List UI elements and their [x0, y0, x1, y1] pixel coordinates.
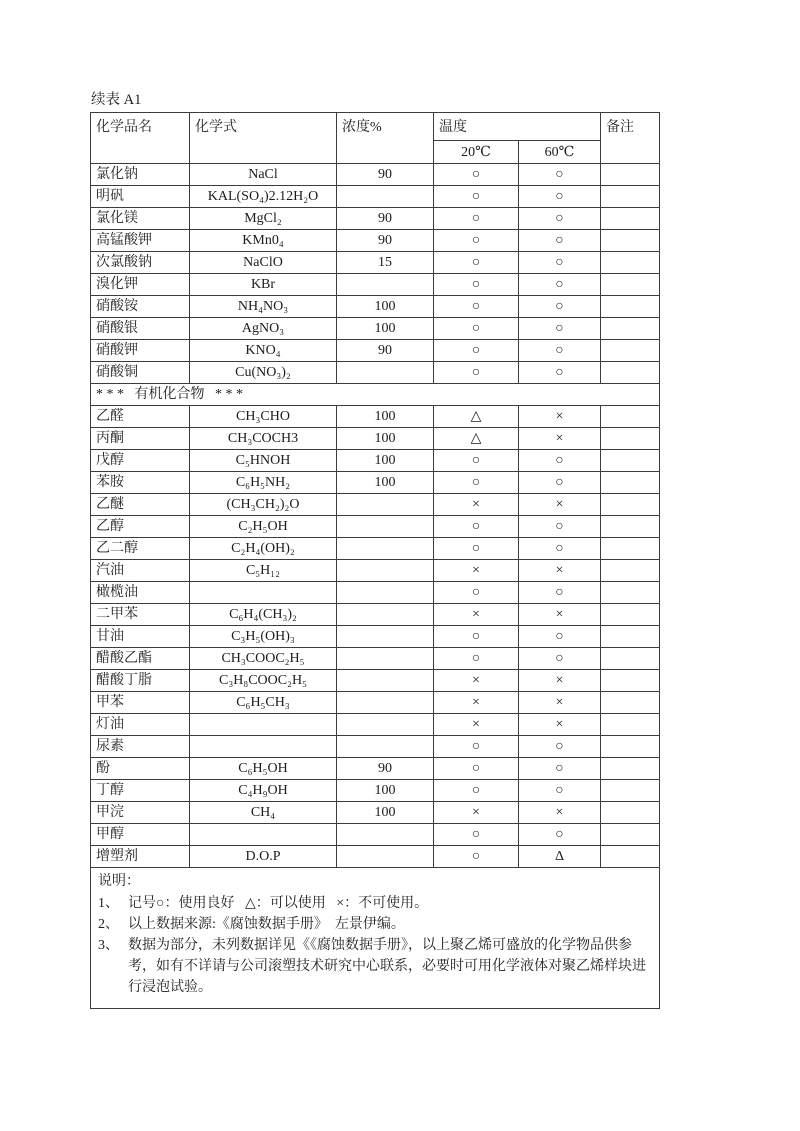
chemical-name-cell: 氯化钠: [91, 164, 190, 186]
table-row: [91, 296, 660, 318]
formula-cell: C₃H₈COOC₂H₅: [190, 670, 337, 692]
formula-cell: NaCl: [190, 164, 337, 186]
temp20-cell: ○: [434, 186, 519, 208]
concentration-cell: 90: [337, 340, 434, 362]
formula-cell: [190, 824, 337, 846]
concentration-cell: [337, 362, 434, 384]
remark-cell: [601, 758, 660, 780]
concentration-cell: 100: [337, 802, 434, 824]
temp20-cell: ×: [434, 560, 519, 582]
chemical-name-cell: 增塑剂: [91, 846, 190, 868]
formula-cell: NaClO: [190, 252, 337, 274]
concentration-cell: [337, 648, 434, 670]
chemical-name-cell: 硝酸钾: [91, 340, 190, 362]
temp20-cell: ○: [434, 340, 519, 362]
remark-cell: [601, 736, 660, 758]
chemical-name-cell: 乙醚: [91, 494, 190, 516]
remark-cell: [601, 428, 660, 450]
formula-cell: CH₃COCH3: [190, 428, 337, 450]
temp60-cell: ×: [519, 494, 601, 516]
temp20-cell: ×: [434, 604, 519, 626]
formula-cell: KBr: [190, 274, 337, 296]
chemical-name-cell: 乙醇: [91, 516, 190, 538]
doc-title: 续表 A1: [91, 92, 142, 108]
table-row: [91, 406, 660, 428]
chemical-name-cell: 丁醇: [91, 780, 190, 802]
temp20-cell: ×: [434, 802, 519, 824]
temp20-cell: ○: [434, 758, 519, 780]
formula-cell: KNO₄: [190, 340, 337, 362]
formula-cell: KMn0₄: [190, 230, 337, 252]
remark-cell: [601, 802, 660, 824]
note-text: 以上数据来源:《腐蚀数据手册》 左景伊编。: [128, 917, 405, 932]
chemical-name-cell: 甲醇: [91, 824, 190, 846]
formula-cell: D.O.P: [190, 846, 337, 868]
concentration-cell: [337, 560, 434, 582]
temp60-cell: ○: [519, 758, 601, 780]
formula-cell: C₂H₅OH: [190, 516, 337, 538]
remark-cell: [601, 626, 660, 648]
table-row: [91, 802, 660, 824]
header-row-1: [91, 113, 660, 141]
remark-cell: [601, 274, 660, 296]
remark-cell: [601, 604, 660, 626]
formula-cell: [190, 582, 337, 604]
remark-cell: [601, 714, 660, 736]
temp20-cell: ×: [434, 494, 519, 516]
formula-cell: C₆H₅CH₃: [190, 692, 337, 714]
remark-cell: [601, 208, 660, 230]
temp20-cell: ○: [434, 736, 519, 758]
table-row: [91, 494, 660, 516]
concentration-cell: [337, 516, 434, 538]
formula-cell: (CH₃CH₂)₂O: [190, 494, 337, 516]
temp60-cell: ×: [519, 560, 601, 582]
concentration-cell: [337, 692, 434, 714]
concentration-cell: 100: [337, 450, 434, 472]
concentration-cell: [337, 582, 434, 604]
temp60-cell: ×: [519, 692, 601, 714]
remark-cell: [601, 560, 660, 582]
concentration-cell: 15: [337, 252, 434, 274]
table-row: [91, 670, 660, 692]
temp20-cell: ○: [434, 824, 519, 846]
temp20-cell: ○: [434, 230, 519, 252]
concentration-cell: 90: [337, 164, 434, 186]
temp20-cell: ×: [434, 670, 519, 692]
formula-cell: C₆H₅NH₂: [190, 472, 337, 494]
temp60-cell: ×: [519, 714, 601, 736]
temp20-cell: ○: [434, 846, 519, 868]
table-row: [91, 340, 660, 362]
temp20-cell: ○: [434, 208, 519, 230]
concentration-cell: [337, 186, 434, 208]
col-header-concentration: 浓度%: [337, 113, 434, 164]
remark-cell: [601, 230, 660, 252]
chemical-name-cell: 溴化钾: [91, 274, 190, 296]
temp60-cell: ○: [519, 538, 601, 560]
chemical-name-cell: 酚: [91, 758, 190, 780]
remark-cell: [601, 494, 660, 516]
temp60-cell: ○: [519, 472, 601, 494]
chemical-name-cell: 硝酸银: [91, 318, 190, 340]
temp20-cell: ○: [434, 472, 519, 494]
remark-cell: [601, 538, 660, 560]
remark-cell: [601, 582, 660, 604]
temp20-cell: ○: [434, 516, 519, 538]
table-notes: [91, 868, 660, 1009]
formula-cell: C₆H₅OH: [190, 758, 337, 780]
temp60-cell: ○: [519, 780, 601, 802]
remark-cell: [601, 648, 660, 670]
col-header-temp-20: 20℃: [434, 141, 519, 164]
table-row: [91, 626, 660, 648]
concentration-cell: [337, 274, 434, 296]
chemical-name-cell: 明矾: [91, 186, 190, 208]
note-number: 2、: [98, 917, 119, 932]
chemical-name-cell: 丙酮: [91, 428, 190, 450]
chemical-name-cell: 硝酸铵: [91, 296, 190, 318]
chemical-name-cell: 硝酸铜: [91, 362, 190, 384]
formula-cell: CH₃COOC₂H₅: [190, 648, 337, 670]
temp60-cell: ○: [519, 362, 601, 384]
temp20-cell: ○: [434, 626, 519, 648]
temp60-cell: ○: [519, 648, 601, 670]
table-row: [91, 472, 660, 494]
remark-cell: [601, 164, 660, 186]
section-row: [91, 384, 660, 406]
formula-cell: C₄H₉OH: [190, 780, 337, 802]
remark-cell: [601, 846, 660, 868]
temp60-cell: ○: [519, 164, 601, 186]
chemical-name-cell: 氯化镁: [91, 208, 190, 230]
temp60-cell: ×: [519, 604, 601, 626]
table-row: [91, 164, 660, 186]
concentration-cell: [337, 494, 434, 516]
concentration-cell: [337, 736, 434, 758]
table-row: [91, 318, 660, 340]
note-item: [98, 893, 651, 914]
chemical-name-cell: 灯油: [91, 714, 190, 736]
formula-cell: CH₃CHO: [190, 406, 337, 428]
temp20-cell: ○: [434, 252, 519, 274]
temp20-cell: △: [434, 428, 519, 450]
concentration-cell: 100: [337, 428, 434, 450]
table-row: [91, 516, 660, 538]
temp60-cell: ○: [519, 450, 601, 472]
chemical-compatibility-table: [90, 112, 660, 1009]
remark-cell: [601, 362, 660, 384]
temp60-cell: ○: [519, 274, 601, 296]
table-row: [91, 450, 660, 472]
chemical-name-cell: 尿素: [91, 736, 190, 758]
table-row: [91, 604, 660, 626]
note-item: [98, 935, 651, 998]
formula-cell: Cu(NO₃)₂: [190, 362, 337, 384]
note-text: 数据为部分，未列数据详见《《腐蚀数据手册》，以上聚乙烯可盛放的化学物品供参考，如有不详请与公司滚塑技术研究中心联系，必要时可用化学液体对聚乙烯样块进行浸泡试验。: [128, 938, 646, 995]
formula-cell: C₃H₅(OH)₃: [190, 626, 337, 648]
table-row: [91, 582, 660, 604]
formula-cell: CH₄: [190, 802, 337, 824]
chemical-name-cell: 高锰酸钾: [91, 230, 190, 252]
chemical-name-cell: 甘油: [91, 626, 190, 648]
remark-cell: [601, 472, 660, 494]
table-row: [91, 208, 660, 230]
table-row: [91, 758, 660, 780]
formula-cell: NH₄NO₃: [190, 296, 337, 318]
remark-cell: [601, 824, 660, 846]
formula-cell: [190, 714, 337, 736]
formula-cell: C₅HNOH: [190, 450, 337, 472]
remark-cell: [601, 670, 660, 692]
col-header-remark: 备注: [601, 113, 660, 164]
organic-section-label: * * * 有机化合物 * * *: [91, 384, 660, 406]
temp20-cell: ○: [434, 164, 519, 186]
concentration-cell: 100: [337, 780, 434, 802]
concentration-cell: 90: [337, 208, 434, 230]
temp60-cell: ×: [519, 670, 601, 692]
temp60-cell: ×: [519, 428, 601, 450]
chemical-name-cell: 乙二醇: [91, 538, 190, 560]
temp20-cell: ○: [434, 274, 519, 296]
temp60-cell: ○: [519, 186, 601, 208]
temp60-cell: ○: [519, 230, 601, 252]
concentration-cell: [337, 670, 434, 692]
remark-cell: [601, 516, 660, 538]
chemical-name-cell: 甲苯: [91, 692, 190, 714]
chemical-name-cell: 汽油: [91, 560, 190, 582]
remark-cell: [601, 296, 660, 318]
table-row: [91, 428, 660, 450]
chemical-name-cell: 乙醛: [91, 406, 190, 428]
notes-row: [91, 868, 660, 1009]
note-text: 记号○：使用良好 △：可以使用 ×：不可使用。: [128, 896, 429, 911]
formula-cell: C₅H₁₂: [190, 560, 337, 582]
table-row: [91, 538, 660, 560]
remark-cell: [601, 450, 660, 472]
table-row: [91, 186, 660, 208]
formula-cell: C₆H₄(CH₃)₂: [190, 604, 337, 626]
temp20-cell: ○: [434, 648, 519, 670]
table-row: [91, 362, 660, 384]
remark-cell: [601, 340, 660, 362]
notes-title: 说明：: [98, 874, 140, 889]
concentration-cell: [337, 626, 434, 648]
chemical-name-cell: 甲浣: [91, 802, 190, 824]
temp20-cell: ×: [434, 692, 519, 714]
temp20-cell: ○: [434, 296, 519, 318]
chemical-name-cell: 苯胺: [91, 472, 190, 494]
concentration-cell: 90: [337, 230, 434, 252]
table-row: [91, 560, 660, 582]
table-row: [91, 274, 660, 296]
temp60-cell: ○: [519, 582, 601, 604]
concentration-cell: 100: [337, 406, 434, 428]
note-number: 1、: [98, 896, 119, 911]
concentration-cell: 100: [337, 318, 434, 340]
temp20-cell: ○: [434, 450, 519, 472]
formula-cell: AgNO₃: [190, 318, 337, 340]
table-body: [91, 164, 660, 868]
remark-cell: [601, 186, 660, 208]
temp60-cell: ○: [519, 824, 601, 846]
col-header-temp-60: 60℃: [519, 141, 601, 164]
concentration-cell: [337, 604, 434, 626]
temp20-cell: ○: [434, 538, 519, 560]
chemical-name-cell: 二甲苯: [91, 604, 190, 626]
note-number: 3、: [98, 938, 119, 953]
concentration-cell: [337, 824, 434, 846]
table-row: [91, 252, 660, 274]
formula-cell: KAL(SO₄)2.12H₂O: [190, 186, 337, 208]
temp60-cell: ○: [519, 340, 601, 362]
formula-cell: [190, 736, 337, 758]
table-row: [91, 648, 660, 670]
temp60-cell: ○: [519, 318, 601, 340]
chemical-name-cell: 戊醇: [91, 450, 190, 472]
chemical-name-cell: 橄榄油: [91, 582, 190, 604]
temp60-cell: ○: [519, 296, 601, 318]
concentration-cell: 90: [337, 758, 434, 780]
chemical-name-cell: 醋酸丁脂: [91, 670, 190, 692]
concentration-cell: 100: [337, 472, 434, 494]
temp60-cell: ○: [519, 626, 601, 648]
chemical-name-cell: 醋酸乙酯: [91, 648, 190, 670]
temp20-cell: △: [434, 406, 519, 428]
concentration-cell: [337, 538, 434, 560]
temp60-cell: ○: [519, 252, 601, 274]
col-header-formula: 化学式: [190, 113, 337, 164]
col-header-chemical-name: 化学品名: [91, 113, 190, 164]
table-row: [91, 230, 660, 252]
table-row: [91, 780, 660, 802]
remark-cell: [601, 780, 660, 802]
temp60-cell: ○: [519, 736, 601, 758]
remark-cell: [601, 692, 660, 714]
table-row: [91, 824, 660, 846]
temp60-cell: ○: [519, 516, 601, 538]
table-header: [91, 113, 660, 164]
table-row: [91, 692, 660, 714]
remark-cell: [601, 406, 660, 428]
temp20-cell: ×: [434, 714, 519, 736]
temp20-cell: ○: [434, 318, 519, 340]
concentration-cell: [337, 714, 434, 736]
temp20-cell: ○: [434, 780, 519, 802]
temp20-cell: ○: [434, 362, 519, 384]
chemical-name-cell: 次氯酸钠: [91, 252, 190, 274]
col-header-temperature: 温度: [434, 113, 601, 141]
remark-cell: [601, 252, 660, 274]
table-row: [91, 736, 660, 758]
concentration-cell: 100: [337, 296, 434, 318]
concentration-cell: [337, 846, 434, 868]
notes-cell: [91, 868, 660, 1009]
temp60-cell: ×: [519, 406, 601, 428]
table-row: [91, 714, 660, 736]
temp60-cell: ○: [519, 208, 601, 230]
remark-cell: [601, 318, 660, 340]
formula-cell: MgCl₂: [190, 208, 337, 230]
temp60-cell: Δ: [519, 846, 601, 868]
temp20-cell: ○: [434, 582, 519, 604]
formula-cell: C₂H₄(OH)₂: [190, 538, 337, 560]
table-row: [91, 846, 660, 868]
temp60-cell: ×: [519, 802, 601, 824]
note-item: [98, 914, 651, 935]
